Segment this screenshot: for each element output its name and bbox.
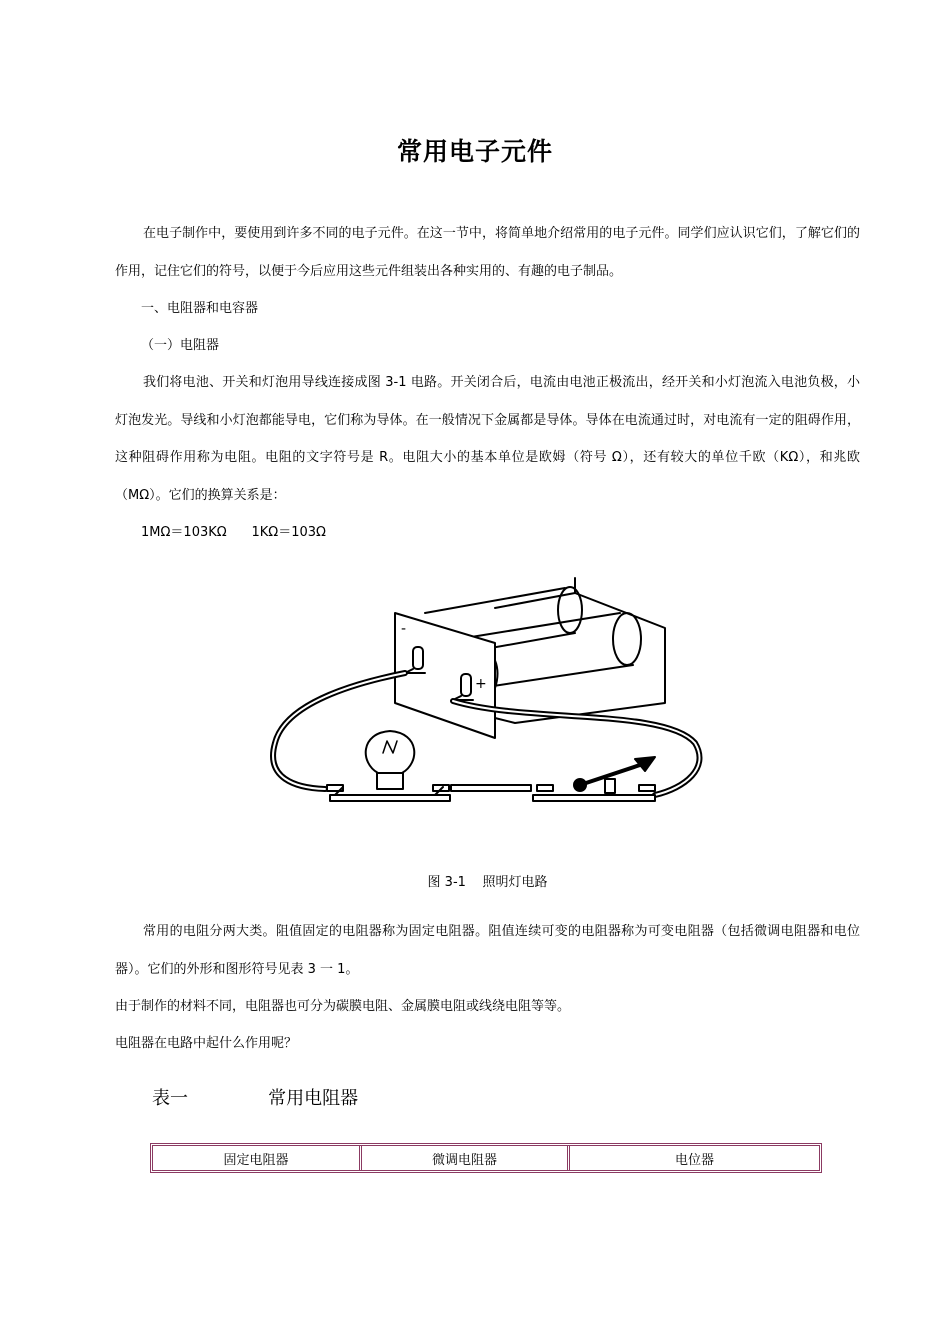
types-paragraph: 常用的电阻分两大类。阻值固定的电阻器称为固定电阻器。阻值连续可变的电阻器称为可变电阻器（包括微调电阻器和电位器）。它们的外形和图形符号见表 3 一 1。 [115, 924, 860, 977]
battery-minus-label: - [401, 621, 407, 637]
battery-plus-label: + [475, 676, 487, 692]
table-header-fixed-resistor: 固定电阻器 [153, 1146, 362, 1170]
figure-caption: 图 3-1 照明灯电路 [427, 875, 548, 890]
section-heading: 一、电阻器和电容器 [141, 301, 259, 316]
resistor-table [150, 1143, 822, 1173]
resistor-paragraph: 我们将电池、开关和灯泡用导线连接成图 3-1 电路。开关闭合后，电流由电池正极流出，经开关和小灯泡流入电池负极，小灯泡发光。导线和小灯泡都能导电，它们称为导体。在一般情况下金属都是导体。导体在电流通过时，对电流有一定的阻碍作用，这种阻碍作用称为电阻。电阻的文字符号是 R。电阻大小的基本单位是欧姆（符号 Ω），还有较大的单位千欧（KΩ），和兆欧（MΩ）。它们的换算关系是： [115, 375, 860, 503]
circuit-illustration [265, 573, 707, 813]
switch-base-board [533, 795, 655, 801]
document-title: 常用电子元件 [396, 137, 553, 166]
table-title: 表一 常用电阻器 [152, 1088, 359, 1109]
question-paragraph: 电阻器在电路中起什么作用呢？ [115, 1036, 298, 1051]
conversion-formula: 1MΩ＝103KΩ 1KΩ＝103Ω [141, 525, 326, 540]
connecting-link [451, 785, 531, 791]
light-bulb [366, 731, 415, 789]
knife-switch [574, 757, 655, 793]
table-header-trimmer-resistor: 微调电阻器 [362, 1146, 570, 1170]
subsection-heading: （一）电阻器 [141, 338, 220, 353]
table-header-potentiometer: 电位器 [674, 1152, 714, 1168]
lamp-base-board [330, 795, 450, 801]
material-paragraph: 由于制作的材料不同，电阻器也可分为碳膜电阻、金属膜电阻或线绕电阻等等。 [115, 999, 571, 1014]
intro-paragraph: 在电子制作中，要使用到许多不同的电子元件。在这一节中，将简单地介绍常用的电子元件。同学们应认识它们，了解它们的作用，记住它们的符号，以便于今后应用这些元件组装出各种实用的、有趣的电子制品。 [115, 226, 860, 279]
